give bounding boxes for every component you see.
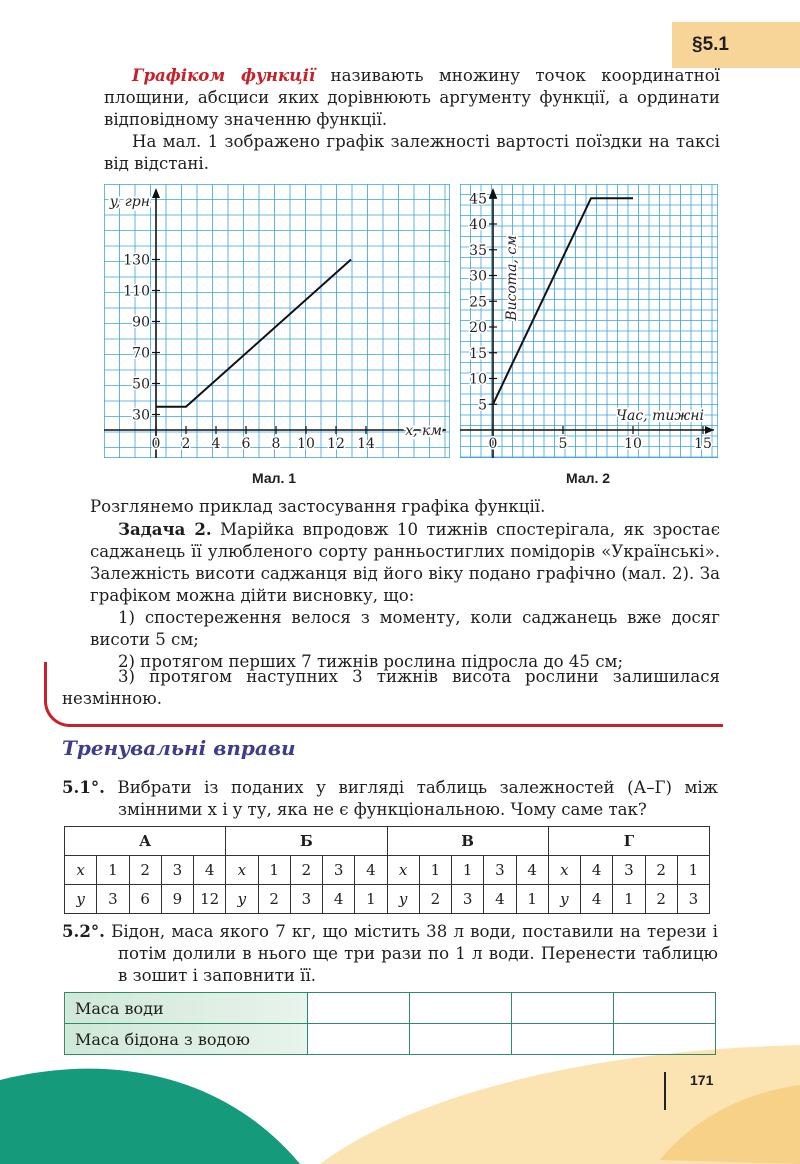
empty-cell bbox=[410, 1024, 512, 1055]
x-tick-label: 2 bbox=[181, 436, 191, 452]
table-cell: 1 bbox=[355, 885, 387, 914]
empty-cell bbox=[614, 1024, 716, 1055]
y-tick-label: 40 bbox=[469, 217, 487, 233]
functions-table bbox=[64, 826, 710, 914]
table-a-header: А bbox=[65, 827, 226, 856]
table-cell: 1 bbox=[452, 856, 484, 885]
table-y-row bbox=[65, 885, 710, 914]
y-tick-label: 10 bbox=[469, 371, 487, 388]
y-label: y bbox=[65, 885, 97, 914]
table-cell: 3 bbox=[452, 885, 484, 914]
table-cell: 1 bbox=[97, 856, 129, 885]
x-tick-label: 8 bbox=[271, 436, 281, 452]
exercises-heading: Тренувальні вправи bbox=[62, 736, 296, 760]
y-tick-label: 15 bbox=[469, 345, 487, 362]
table-cell: 4 bbox=[355, 856, 387, 885]
page-number-divider bbox=[664, 1072, 666, 1110]
x-tick-label: 10 bbox=[297, 436, 315, 452]
table-cell: 3 bbox=[613, 856, 645, 885]
table-cell: 2 bbox=[290, 856, 322, 885]
table-cell: 1 bbox=[516, 885, 548, 914]
x-axis-label: Час, тижні bbox=[616, 408, 704, 424]
x-tick-label: 14 bbox=[357, 436, 375, 452]
table-row bbox=[65, 1024, 716, 1055]
table-cell: 4 bbox=[581, 885, 613, 914]
table-v-header: В bbox=[387, 827, 548, 856]
chart-taxi-cost bbox=[104, 184, 450, 458]
table-cell: 2 bbox=[129, 856, 161, 885]
table-cell: 3 bbox=[484, 856, 516, 885]
x-label: x bbox=[65, 856, 97, 885]
can-with-water-mass-label: Маса бідона з водою bbox=[65, 1024, 308, 1055]
x-tick-label: 6 bbox=[241, 436, 251, 452]
y-tick-label: 130 bbox=[123, 252, 150, 269]
y-axis-label: Висота, см bbox=[504, 235, 520, 321]
table-cell: 3 bbox=[97, 885, 129, 914]
y-tick-label: 5 bbox=[478, 397, 487, 414]
table-cell: 6 bbox=[129, 885, 161, 914]
definition-text: називають множину точок координатної площини, абсциси яких дорівнюють аргументу функції, а ординати відповідному значенню функції. bbox=[104, 66, 720, 129]
exercise-5-1 bbox=[62, 776, 718, 821]
y-tick-label: 20 bbox=[469, 320, 487, 336]
table-cell: 2 bbox=[419, 885, 451, 914]
x-tick-label: 15 bbox=[694, 436, 712, 452]
table-cell: 1 bbox=[613, 885, 645, 914]
y-tick-label: 30 bbox=[132, 407, 150, 424]
task-block bbox=[90, 496, 720, 673]
figure-2-caption: Мал. 2 bbox=[566, 470, 611, 486]
y-axis-label: y, грн bbox=[109, 194, 150, 210]
definition-term: Графіком функції bbox=[132, 65, 316, 85]
x-label: x bbox=[548, 856, 580, 885]
conclusion-3-block bbox=[62, 666, 720, 710]
empty-cell bbox=[308, 1024, 410, 1055]
table-cell: 1 bbox=[258, 856, 290, 885]
table-cell: 4 bbox=[194, 856, 226, 885]
task-paragraph bbox=[90, 518, 720, 607]
table-cell: 3 bbox=[290, 885, 322, 914]
table-row bbox=[65, 993, 716, 1024]
conclusion-3: 3) протягом наступних 3 тижнів висота рослини залишилася незмінною. bbox=[62, 667, 720, 708]
definition-paragraph bbox=[104, 64, 720, 131]
exercise-5-2-statement: Бідон, маса якого 7 кг, що містить 38 л води, поставили на терези і потім долили в нього ще три рази по 1 л води. Перенести таблицю в зошит і заповнити її. bbox=[104, 922, 718, 985]
table-cell: 2 bbox=[645, 856, 677, 885]
table-cell: 3 bbox=[161, 856, 193, 885]
y-tick-label: 25 bbox=[469, 294, 487, 311]
y-tick-label: 110 bbox=[123, 283, 150, 300]
mass-table bbox=[64, 992, 716, 1055]
task-label: Задача 2. bbox=[118, 519, 212, 539]
empty-cell bbox=[512, 1024, 614, 1055]
table-cell: 2 bbox=[645, 885, 677, 914]
table-cell: 4 bbox=[484, 885, 516, 914]
x-tick-label: 4 bbox=[211, 436, 221, 452]
table-cell: 3 bbox=[677, 885, 709, 914]
table-cell: 1 bbox=[677, 856, 709, 885]
x-tick-label: 0 bbox=[488, 436, 498, 452]
y-tick-label: 90 bbox=[132, 314, 150, 331]
exercise-5-1-number: 5.1°. bbox=[62, 777, 105, 797]
figure-1-caption: Мал. 1 bbox=[252, 470, 297, 486]
table-b-header: Б bbox=[226, 827, 387, 856]
exercise-5-2-text bbox=[62, 920, 718, 987]
y-tick-label: 30 bbox=[469, 268, 487, 285]
empty-cell bbox=[308, 993, 410, 1024]
table-header-row bbox=[65, 827, 710, 856]
exercise-5-2 bbox=[62, 920, 718, 987]
table-g-header: Г bbox=[548, 827, 709, 856]
exercise-5-2-number: 5.2°. bbox=[62, 921, 105, 941]
water-mass-label: Маса води bbox=[65, 993, 308, 1024]
exercise-5-1-text bbox=[62, 776, 718, 821]
conclusion-1: 1) спостереження велося з моменту, коли саджанець вже досяг висоти 5 см; bbox=[90, 608, 720, 649]
empty-cell bbox=[614, 993, 716, 1024]
x-tick-label: 0 bbox=[151, 436, 161, 452]
table-cell: 4 bbox=[323, 885, 355, 914]
x-label: x bbox=[387, 856, 419, 885]
empty-cell bbox=[512, 993, 614, 1024]
y-tick-label: 70 bbox=[132, 345, 150, 362]
intro-sentence: На мал. 1 зображено графік залежності вартості поїздки на таксі від відстані. bbox=[104, 132, 720, 173]
x-axis-label: x, км bbox=[405, 423, 442, 439]
empty-cell bbox=[410, 993, 512, 1024]
x-tick-label: 5 bbox=[558, 436, 568, 452]
y-label: y bbox=[387, 885, 419, 914]
section-number-tab: §5.1 bbox=[672, 22, 800, 68]
task-intro: Розглянемо приклад застосування графіка функції. bbox=[90, 497, 546, 516]
conclusion-2: 2) протягом перших 7 тижнів рослина підросла до 45 см; bbox=[118, 652, 624, 671]
table-cell: 4 bbox=[516, 856, 548, 885]
y-tick-label: 50 bbox=[132, 376, 150, 393]
intro-block bbox=[104, 64, 720, 175]
x-label: x bbox=[226, 856, 258, 885]
y-label: y bbox=[548, 885, 580, 914]
table-cell: 2 bbox=[258, 885, 290, 914]
table-cell: 12 bbox=[194, 885, 226, 914]
table-cell: 4 bbox=[581, 856, 613, 885]
x-tick-label: 12 bbox=[327, 436, 345, 452]
table-cell: 3 bbox=[323, 856, 355, 885]
y-label: y bbox=[226, 885, 258, 914]
table-cell: 9 bbox=[161, 885, 193, 914]
y-tick-label: 35 bbox=[469, 242, 487, 259]
task-text: Марійка впродовж 10 тижнів спостерігала, як зростає саджанець її улюбленого сорту ранньостиглих помідорів «Українські». Залежність висоти саджанця від його віку подано графічно (мал. 2). За графіком можна дійти висновку, що: bbox=[90, 520, 720, 605]
table-x-row bbox=[65, 856, 710, 885]
x-tick-label: 10 bbox=[624, 436, 642, 452]
page-number: 171 bbox=[690, 1072, 714, 1088]
chart-seedling-height bbox=[460, 184, 718, 458]
table-cell: 1 bbox=[419, 856, 451, 885]
y-tick-label: 45 bbox=[469, 191, 487, 208]
exercise-5-1-statement: Вибрати із поданих у вигляді таблиць залежностей (А–Г) між змінними x і y ту, яка не є функціональною. Чому саме так? bbox=[104, 778, 718, 819]
